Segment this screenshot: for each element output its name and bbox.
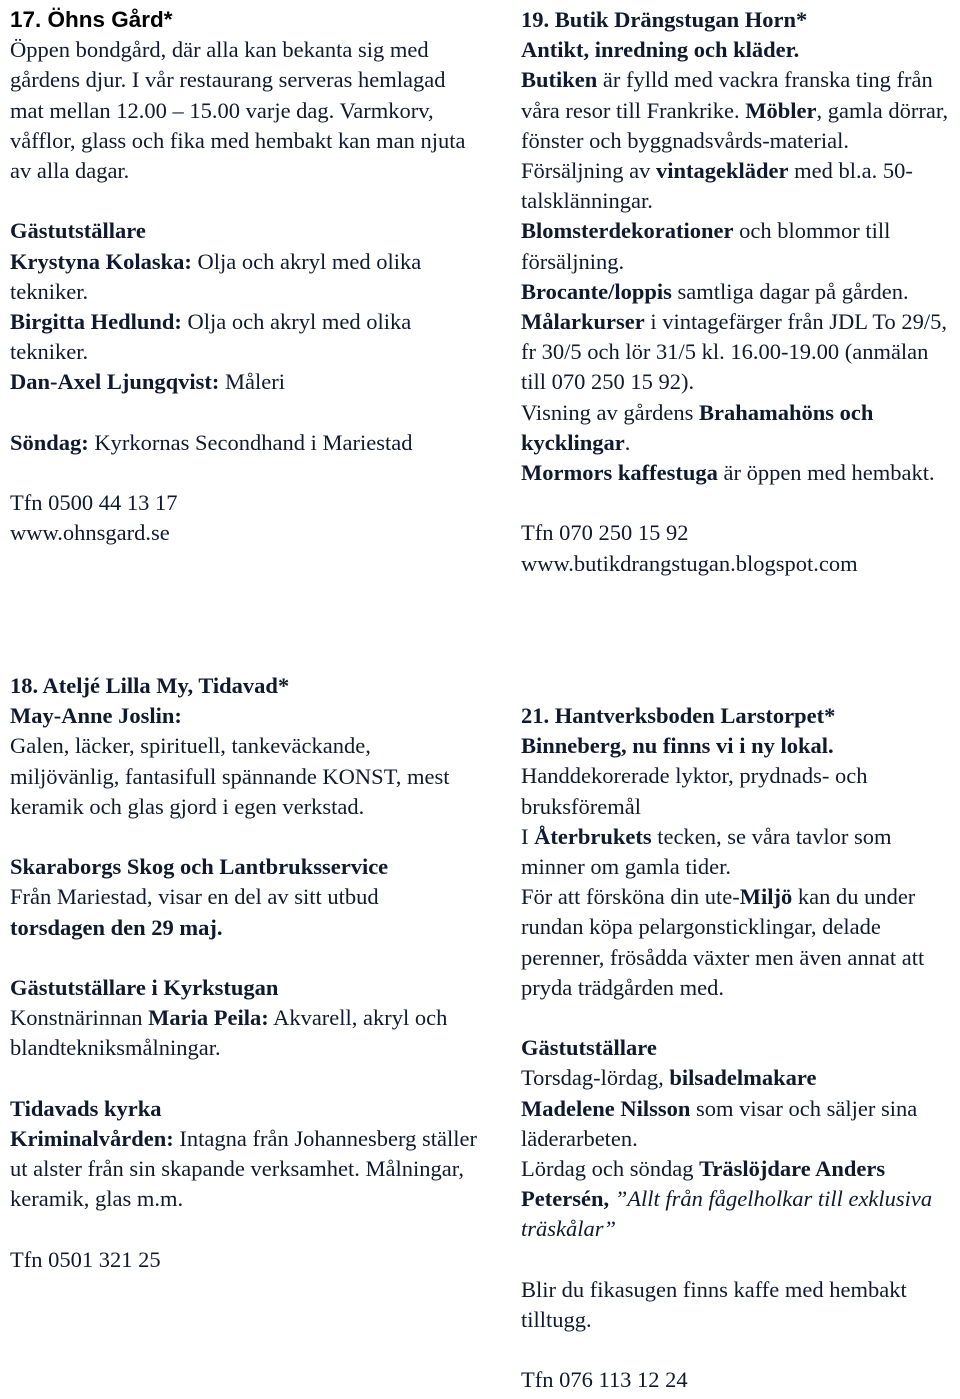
section-21-description: Handdekorerade lyktor, prydnads- och bruksföremål xyxy=(521,763,868,819)
section-18-sub-text: Från Mariestad, visar en del av sitt utbud xyxy=(10,884,379,910)
section-19-flowers: Blomsterdekorationer och blommor till försäljning. xyxy=(521,218,891,274)
section-19-description: Butiken är fylld med vackra franska ting från våra resor till Frankrike. Möbler, gamla dörrar, fönster och byggnadsvårds-material. Försäljning av vintagekläder med bl.a. 50-talsklänningar. xyxy=(521,67,949,214)
section-19-cafe: Mormors kaffestuga är öppen med hembakt. xyxy=(521,460,935,486)
section-21-guest-1: Torsdag-lördag, bilsadelmakare Madelene Nilsson som visar och säljer sina läderarbeten. xyxy=(521,1065,918,1151)
section-18-guest-heading: Gästutställare i Kyrkstugan xyxy=(10,975,279,1000)
section-21-reuse: I Återbrukets tecken, se våra tavlor som minner om gamla tider. xyxy=(521,823,892,880)
section-18-phone: Tfn 0501 321 25 xyxy=(10,1246,161,1272)
section-21-title: 21. Hantverksboden Larstorpet* xyxy=(521,703,836,728)
section-18-name: May-Anne Joslin: xyxy=(10,703,182,729)
section-18-description: Galen, läcker, spirituell, tankeväckande, miljövänlig, fantasifull spännande KONST, mest keramik och glas gjord i egen verkstad. xyxy=(10,733,450,819)
section-17-guest-heading: Gästutställare xyxy=(10,218,146,244)
section-17-guest-1: Krystyna Kolaska: Olja och akryl med olika tekniker. xyxy=(10,248,422,304)
section-21 xyxy=(521,701,957,1396)
section-17-website: www.ohnsgard.se xyxy=(10,520,170,546)
section-19-phone: Tfn 070 250 15 92 xyxy=(521,520,689,546)
section-17-description: Öppen bondgård, där alla kan bekanta sig med gårdens djur. I vår restaurang serveras hemlagad mat mellan 12.00 – 15.00 varje dag. Varmkorv, våfflor, glass och fika med hembakt kan man njuta av alla dagar. xyxy=(10,37,466,184)
section-18-church-text: Kriminalvården: Intagna från Johannesberg ställer ut alster från sin skapande verksamhet. Målningar, keramik, glas m.m. xyxy=(10,1126,477,1212)
section-19-chickens: Visning av gårdens Brahamahöns och kycklingar. xyxy=(521,399,874,455)
section-18-church-heading: Tidavads kyrka xyxy=(10,1095,162,1121)
section-19-title: 19. Butik Drängstugan Horn* xyxy=(521,7,808,32)
section-18-sub-heading: Skaraborgs Skog och Lantbruksservice xyxy=(10,854,389,880)
section-18-sub-date: torsdagen den 29 maj. xyxy=(10,914,223,940)
section-17-sunday: Söndag: Kyrkornas Secondhand i Mariestad xyxy=(10,429,413,455)
section-21-guest-heading: Gästutställare xyxy=(521,1035,657,1061)
section-18-guest-text: Konstnärinnan Maria Peila: Akvarell, akryl och blandtekniksmålningar. xyxy=(10,1005,448,1061)
section-19-website: www.butikdrangstugan.blogspot.com xyxy=(521,550,858,576)
section-19-brocante: Brocante/loppis samtliga dagar på gården. xyxy=(521,278,909,304)
section-21-guest-2: Lördag och söndag Träslöjdare Anders Petersén, ”Allt från fågelholkar till exklusiva träskålar” xyxy=(521,1156,933,1242)
section-21-fika: Blir du fikasugen finns kaffe med hembakt tilltugg. xyxy=(521,1276,907,1333)
section-19-subtitle: Antikt, inredning och kläder. xyxy=(521,37,800,63)
section-18 xyxy=(10,671,480,1275)
section-17-guest-3: Dan-Axel Ljungqvist: Måleri xyxy=(10,369,286,395)
section-18-title: 18. Ateljé Lilla My, Tidavad* xyxy=(10,673,290,698)
section-21-garden: För att försköna din ute-Miljö kan du under rundan köpa pelargonsticklingar, delade perenner, frösådda växter men även annat att pryda trädgården med. xyxy=(521,884,925,1000)
section-17-title: 17. Öhns Gård* xyxy=(10,7,173,32)
section-19 xyxy=(521,5,957,579)
section-17 xyxy=(10,5,480,549)
section-21-subtitle: Binneberg, nu finns vi i ny lokal. xyxy=(521,733,834,759)
section-17-guest-2: Birgitta Hedlund: Olja och akryl med olika tekniker. xyxy=(10,309,412,365)
section-21-phone: Tfn 076 113 12 24 xyxy=(521,1367,688,1393)
section-17-phone: Tfn 0500 44 13 17 xyxy=(10,490,178,516)
section-19-courses: Målarkurser i vintagefärger från JDL To 29/5, fr 30/5 och lör 31/5 kl. 16.00-19.00 (anmälan till 070 250 15 92). xyxy=(521,309,948,395)
